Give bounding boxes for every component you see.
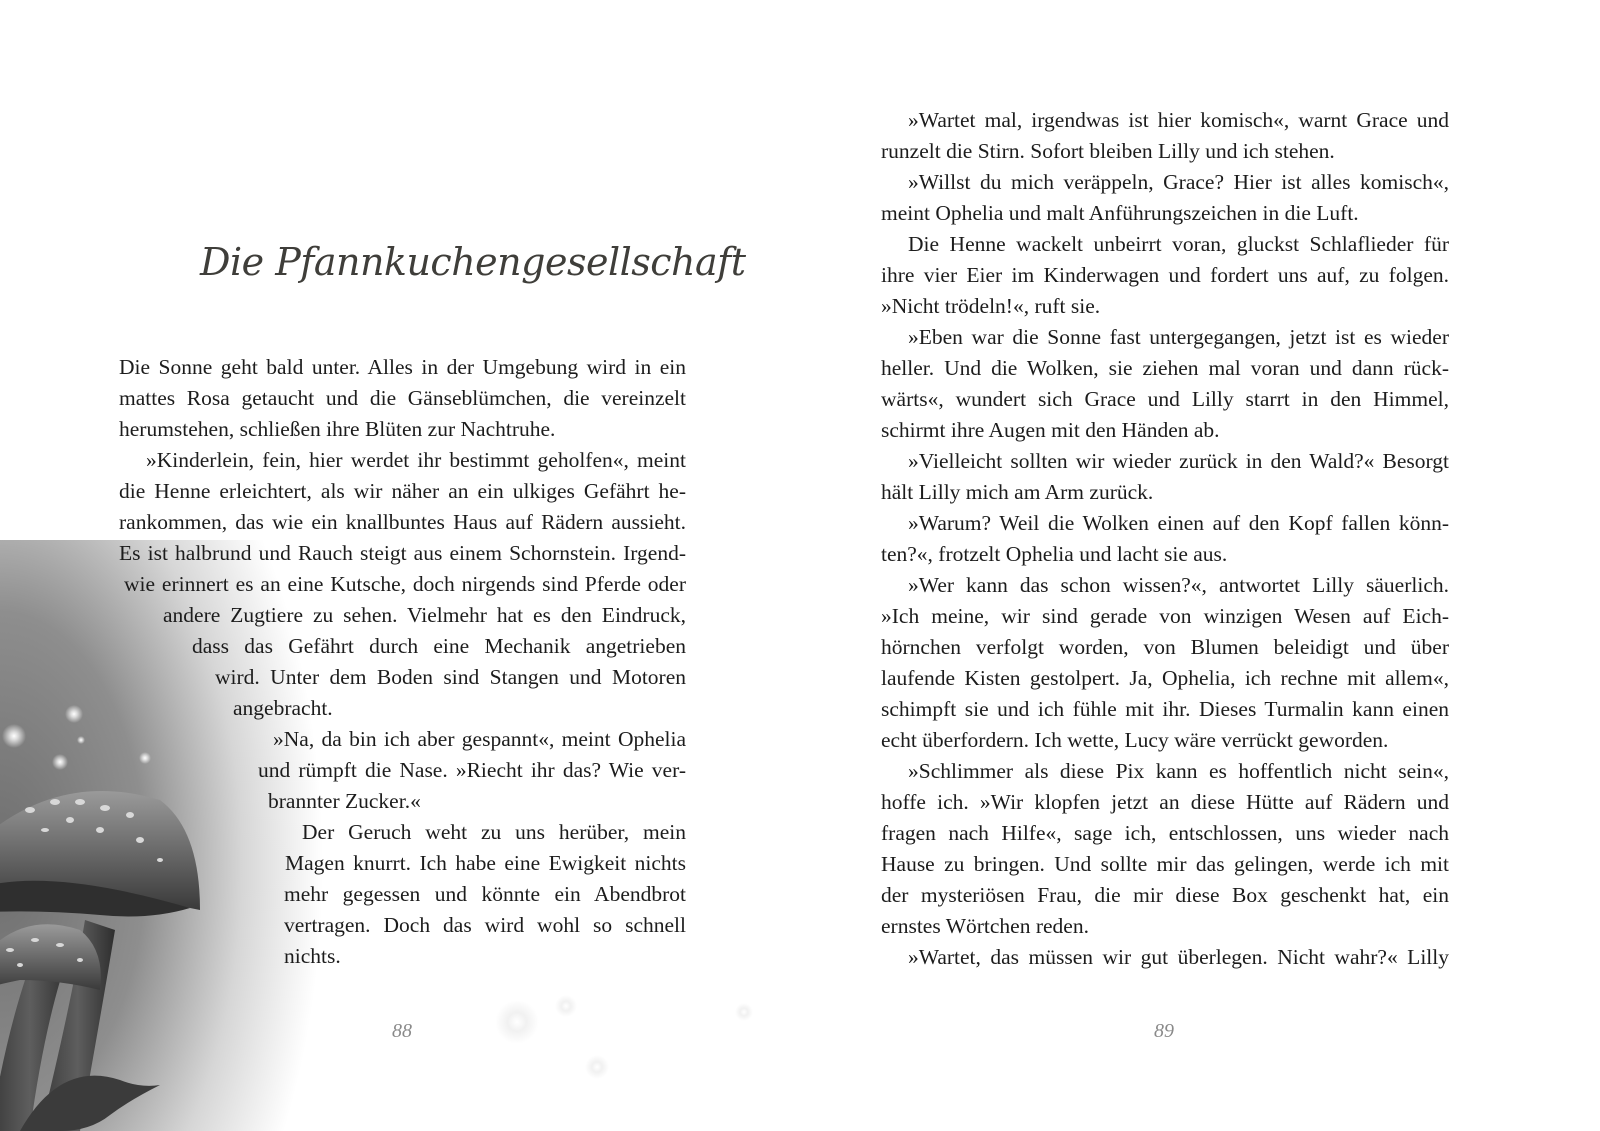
sparkle-decoration: [735, 1003, 753, 1021]
text-line: »Willst du mich veräppeln, Grace? Hier ist alles komisch«,: [908, 170, 1449, 194]
text-line: »Wartet mal, irgendwas ist hier komisch«, warnt Grace und: [908, 108, 1449, 132]
text-line: herumstehen, schließen ihre Blüten zur Nachtruhe.: [119, 417, 556, 441]
page-number: 89: [1154, 1020, 1174, 1042]
text-line: »Na, da bin ich aber gespannt«, meint Ophelia: [273, 727, 686, 751]
text-line: rankommen, das wie ein knallbuntes Haus auf Rädern aussieht.: [119, 510, 686, 534]
text-line: ihre vier Eier im Kinderwagen und fordert uns auf, zu folgen.: [881, 263, 1449, 287]
text-line: und rümpft die Nase. »Riecht ihr das? Wie ver-: [258, 758, 686, 782]
text-line: andere Zugtiere zu sehen. Vielmehr hat es den Eindruck,: [163, 603, 686, 627]
text-line: angebracht.: [233, 696, 333, 720]
text-line: schirmt ihre Augen mit den Händen ab.: [881, 418, 1220, 442]
text-line: »Eben war die Sonne fast untergegangen, jetzt ist es wieder: [908, 325, 1449, 349]
text-line: schimpft sie und ich fühle mit ihr. Dieses Turmalin kann einen: [881, 697, 1449, 721]
sparkle-decoration: [585, 1055, 609, 1079]
right-page: [800, 0, 1600, 1131]
text-line: wie erinnert es an eine Kutsche, doch nirgends sind Pferde oder: [124, 572, 686, 596]
text-line: Die Henne wackelt unbeirrt voran, gluckst Schlaflieder für: [908, 232, 1449, 256]
text-line: brannter Zucker.«: [268, 789, 421, 813]
text-line: hält Lilly mich am Arm zurück.: [881, 480, 1154, 504]
text-line: echt überfordern. Ich wette, Lucy wäre verrückt geworden.: [881, 728, 1389, 752]
text-line: »Nicht trödeln!«, ruft sie.: [881, 294, 1101, 318]
text-line: dass das Gefährt durch eine Mechanik angetrieben: [192, 634, 686, 658]
text-line: hoffe ich. »Wir klopfen jetzt an diese Hütte auf Rädern und: [881, 790, 1449, 814]
text-line: hörnchen verfolgt worden, von Blumen beleidigt und über: [881, 635, 1449, 659]
text-line: »Ich meine, wir sind gerade von winzigen Wesen auf Eich-: [881, 604, 1449, 628]
sparkle-decoration: [555, 995, 577, 1017]
text-line: Hause zu bringen. Und sollte mir das gelingen, werde ich mit: [881, 852, 1449, 876]
sparkle-decoration: [495, 1000, 539, 1044]
text-line: die Henne erleichtert, als wir näher an ein ulkiges Gefährt he-: [119, 479, 686, 503]
text-line: Der Geruch weht zu uns herüber, mein: [302, 820, 686, 844]
text-line: nichts.: [284, 944, 341, 968]
text-line: heller. Und die Wolken, sie ziehen mal voran und dann rück-: [881, 356, 1449, 380]
page-number: 88: [392, 1020, 412, 1042]
text-line: wird. Unter dem Boden sind Stangen und Motoren: [215, 665, 686, 689]
text-line: Die Sonne geht bald unter. Alles in der Umgebung wird in ein: [119, 355, 686, 379]
text-line: runzelt die Stirn. Sofort bleiben Lilly und ich stehen.: [881, 139, 1335, 163]
text-line: Es ist halbrund und Rauch steigt aus einem Schornstein. Irgend-: [119, 541, 686, 565]
text-line: »Vielleicht sollten wir wieder zurück in den Wald?« Besorgt: [908, 449, 1449, 473]
text-line: »Warum? Weil die Wolken einen auf den Kopf fallen könn-: [908, 511, 1449, 535]
text-line: ernstes Wörtchen reden.: [881, 914, 1089, 938]
text-line: der mysteriösen Frau, die mir diese Box geschenkt hat, ein: [881, 883, 1449, 907]
text-line: wärts«, wundert sich Grace und Lilly starrt in den Himmel,: [881, 387, 1449, 411]
text-line: meint Ophelia und malt Anführungszeichen in die Luft.: [881, 201, 1359, 225]
text-line: laufende Kisten gestolpert. Ja, Ophelia, ich rechne mit allem«,: [881, 666, 1449, 690]
text-line: »Wartet, das müssen wir gut überlegen. Nicht wahr?« Lilly: [908, 945, 1449, 969]
text-line: mehr gegessen und könnte ein Abendbrot: [284, 882, 686, 906]
chapter-title: Die Pfannkuchengesellschaft: [200, 240, 746, 284]
text-line: ten?«, frotzelt Ophelia und lacht sie aus.: [881, 542, 1228, 566]
text-line: »Schlimmer als diese Pix kann es hoffentlich nicht sein«,: [908, 759, 1449, 783]
text-line: »Kinderlein, fein, hier werdet ihr bestimmt geholfen«, meint: [146, 448, 686, 472]
text-line: mattes Rosa getaucht und die Gänseblümchen, die vereinzelt: [119, 386, 686, 410]
text-line: »Wer kann das schon wissen?«, antwortet Lilly säuerlich.: [908, 573, 1449, 597]
text-line: vertragen. Doch das wird wohl so schnell: [284, 913, 686, 937]
text-line: fragen nach Hilfe«, sage ich, entschlossen, uns wieder nach: [881, 821, 1449, 845]
text-line: Magen knurrt. Ich habe eine Ewigkeit nichts: [285, 851, 686, 875]
